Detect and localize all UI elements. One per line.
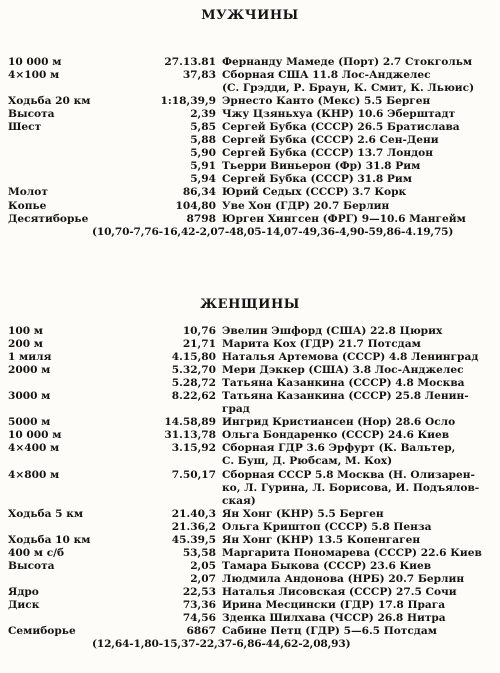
event-name: 10 000 м <box>8 429 62 442</box>
event-name: 4×100 м <box>8 69 60 82</box>
event-name: 5000 м <box>8 416 51 429</box>
record-row <box>8 213 496 226</box>
record-row <box>8 560 496 573</box>
record-result: 53,58 <box>182 546 216 559</box>
record-holder: Эрнесто Канто (Мекс) 5.5 Берген <box>222 95 431 108</box>
record-row <box>8 416 496 429</box>
record-result: 5,94 <box>190 173 216 186</box>
record-holder: Татьяна Казанкина (СССР) 25.8 Ленин- <box>222 390 469 403</box>
event-name <box>8 521 108 534</box>
record-holder: Марита Кох (ГДР) 21.7 Потсдам <box>222 338 421 351</box>
event-name <box>8 455 108 468</box>
record-holder: Ольга Криштоп (СССР) 5.8 Пенза <box>222 520 432 533</box>
record-result: 4.15,80 <box>171 351 216 364</box>
event-name: Десятиборье <box>8 212 89 225</box>
record-row <box>8 442 496 455</box>
record-holder: (С. Грэдди, Р. Браун, К. Смит, К. Льюис) <box>222 82 475 95</box>
record-holder: Татьяна Казанкина (СССР) 4.8 Москва <box>222 377 465 390</box>
event-name: 3000 м <box>8 390 51 403</box>
record-result <box>108 455 222 468</box>
event-name <box>8 147 108 160</box>
record-result: 86,34 <box>182 186 216 199</box>
record-result: 21,71 <box>182 338 216 351</box>
record-result: 22,53 <box>182 585 216 598</box>
record-row <box>8 599 496 612</box>
record-result: 8798 <box>186 212 216 225</box>
women-heading: ЖЕНЩИНЫ <box>200 297 300 312</box>
record-result: 2,07 <box>190 572 216 585</box>
event-splits-row <box>8 226 496 239</box>
record-result: 5.28,72 <box>171 377 216 390</box>
splits-indent <box>8 226 92 239</box>
record-holder: Наталья Лисовская (СССР) 27.5 Сочи <box>222 585 457 598</box>
record-result: 27.13.81 <box>164 56 216 68</box>
record-holder: Тьерри Виньерон (Фр) 31.8 Рим <box>222 160 421 173</box>
record-result: 2,05 <box>190 559 216 572</box>
record-result: 7.50,17 <box>171 468 216 481</box>
record-result <box>108 403 222 416</box>
record-result: 1:18,39,9 <box>160 95 216 108</box>
record-holder: ко, Л. Гурина, Л. Борисова, И. Подъялов- <box>222 481 480 494</box>
record-result: 5.32,70 <box>171 364 216 377</box>
record-holder: Сергей Бубка (СССР) 31.8 Рим <box>222 173 412 186</box>
record-row <box>8 482 496 495</box>
event-name <box>8 482 108 495</box>
event-name: Диск <box>8 598 40 611</box>
event-name: Копье <box>8 199 47 212</box>
record-row <box>8 390 496 403</box>
record-holder: Сергей Бубка (СССР) 2.6 Сен-Дени <box>222 134 439 147</box>
record-holder: Мери Дэккер (США) 3.8 Лос-Анджелес <box>222 364 464 377</box>
event-name: Семиборье <box>8 625 76 638</box>
event-name: Высота <box>8 559 55 572</box>
record-holder: Зденка Шилхава (ЧССР) 26.8 Нитра <box>222 612 446 625</box>
record-holder: Тамара Быкова (СССР) 23.6 Киев <box>222 559 432 572</box>
record-row <box>8 338 496 351</box>
record-row <box>8 573 496 586</box>
event-name: Ходьба 10 км <box>8 533 91 546</box>
record-holder: Сборная США 11.8 Лос-Анджелес <box>222 69 431 82</box>
record-holder: Людмила Андонова (НРБ) 20.7 Берлин <box>222 572 465 585</box>
event-name <box>8 134 108 147</box>
record-result: 6867 <box>186 625 216 638</box>
event-name: 400 м с/б <box>8 546 65 559</box>
splits-indent <box>8 638 92 651</box>
record-result: 21.36,2 <box>171 520 216 533</box>
event-name: Ядро <box>8 585 39 598</box>
men-records-list <box>8 56 496 239</box>
event-name: Ходьба 20 км <box>8 95 91 108</box>
record-row <box>8 108 496 121</box>
record-holder: град <box>222 403 250 416</box>
record-row <box>8 534 496 547</box>
event-name <box>8 173 108 186</box>
record-row <box>8 69 496 82</box>
event-name: 1 миля <box>8 351 52 364</box>
record-row <box>8 625 496 638</box>
record-result: 73,36 <box>182 598 216 611</box>
record-holder: Юрий Седых (СССР) 3.7 Корк <box>222 186 407 199</box>
record-result: 5,90 <box>190 147 216 160</box>
record-row <box>8 547 496 560</box>
record-row <box>8 56 496 69</box>
record-holder: Юрген Хингсен (ФРГ) 9—10.6 Мангейм <box>222 212 466 225</box>
record-row <box>8 121 496 134</box>
event-name: 200 м <box>8 338 44 351</box>
record-row <box>8 469 496 482</box>
record-row <box>8 521 496 534</box>
record-result: 74,56 <box>182 612 216 625</box>
event-name <box>8 82 108 95</box>
record-row <box>8 134 496 147</box>
record-row <box>8 364 496 377</box>
record-result <box>108 495 222 508</box>
record-holder: Ирина Месцински (ГДР) 17.8 Прага <box>222 598 446 611</box>
event-name: Высота <box>8 108 55 121</box>
record-holder: Наталья Артемова (СССР) 4.8 Ленинград <box>222 351 479 364</box>
record-row <box>8 160 496 173</box>
record-result <box>108 482 222 495</box>
record-row <box>8 173 496 186</box>
record-holder: Сборная ГДР 3.6 Эрфурт (К. Вальтер, <box>222 442 456 455</box>
record-holder: ская) <box>222 494 256 507</box>
record-result: 5,91 <box>190 160 216 173</box>
event-name: Молот <box>8 186 48 199</box>
women-records-list <box>8 325 496 651</box>
record-holder: Чжу Цзяньхуа (КНР) 10.6 Эберштадт <box>222 108 456 121</box>
record-row <box>8 95 496 108</box>
event-name <box>8 160 108 173</box>
record-result: 3.15,92 <box>171 442 216 455</box>
record-row <box>8 82 496 95</box>
record-row <box>8 429 496 442</box>
record-holder: Сборная СССР 5.8 Москва (Н. Олизарен- <box>222 468 475 481</box>
record-result: 2,39 <box>190 108 216 121</box>
record-row <box>8 508 496 521</box>
event-name <box>8 377 108 390</box>
record-row <box>8 351 496 364</box>
record-result: 45.39,5 <box>171 533 216 546</box>
event-name <box>8 495 108 508</box>
record-result: 21.40,3 <box>171 507 216 520</box>
event-splits: (10,70-7,76-16,42-2,07-48,05-14,07-49,36-4,90-59,86-4.19,75) <box>92 225 454 238</box>
record-holder: С. Буш, Д. Рюбсам, М. Кох) <box>222 455 393 468</box>
record-holder: Ингрид Кристиансен (Нор) 28.6 Осло <box>222 416 456 429</box>
record-holder: Эвелин Эшфорд (США) 22.8 Цюрих <box>222 325 443 337</box>
record-holder: Сергей Бубка (СССР) 26.5 Братислава <box>222 121 460 134</box>
event-splits-row <box>8 638 496 651</box>
record-row <box>8 325 496 338</box>
event-name: 100 м <box>8 325 44 337</box>
record-result: 8.22,62 <box>171 390 216 403</box>
record-result: 31.13,78 <box>164 429 216 442</box>
event-name: 2000 м <box>8 364 51 377</box>
record-row <box>8 455 496 468</box>
record-holder: Ольга Бондаренко (СССР) 24.6 Киев <box>222 429 450 442</box>
record-result: 5,88 <box>190 134 216 147</box>
record-result: 37,83 <box>182 69 216 82</box>
record-result <box>108 82 222 95</box>
event-name <box>8 573 108 586</box>
record-row <box>8 377 496 390</box>
event-name <box>8 612 108 625</box>
record-row <box>8 612 496 625</box>
record-holder: Сабине Петц (ГДР) 5—6.5 Потсдам <box>222 625 437 638</box>
record-holder: Фернанду Мамеде (Порт) 2.7 Стокгольм <box>222 56 473 68</box>
record-row <box>8 147 496 160</box>
event-name: 10 000 м <box>8 56 62 68</box>
men-heading: МУЖЧИНЫ <box>201 8 299 23</box>
event-name: 4×800 м <box>8 468 60 481</box>
record-holder: Ян Хонг (КНР) 5.5 Берген <box>222 507 384 520</box>
record-result: 5,85 <box>190 121 216 134</box>
record-holder: Ян Хонг (КНР) 13.5 Копенгаген <box>222 533 421 546</box>
record-result: 10,76 <box>182 325 216 337</box>
record-holder: Уве Хон (ГДР) 20.7 Берлин <box>222 199 390 212</box>
record-result: 14.58,89 <box>164 416 216 429</box>
event-name: Ходьба 5 км <box>8 507 84 520</box>
record-row <box>8 495 496 508</box>
record-row <box>8 586 496 599</box>
record-result: 104,80 <box>175 199 216 212</box>
record-row <box>8 186 496 199</box>
event-splits: (12,64-1,80-15,37-22,37-6,86-44,62-2,08,93) <box>92 638 351 651</box>
record-row <box>8 403 496 416</box>
event-name: 4×400 м <box>8 442 60 455</box>
record-holder: Маргарита Пономарева (СССР) 22.6 Киев <box>222 546 482 559</box>
record-holder: Сергей Бубка (СССР) 13.7 Лондон <box>222 147 433 160</box>
event-name: Шест <box>8 121 42 134</box>
record-row <box>8 200 496 213</box>
event-name <box>8 403 108 416</box>
